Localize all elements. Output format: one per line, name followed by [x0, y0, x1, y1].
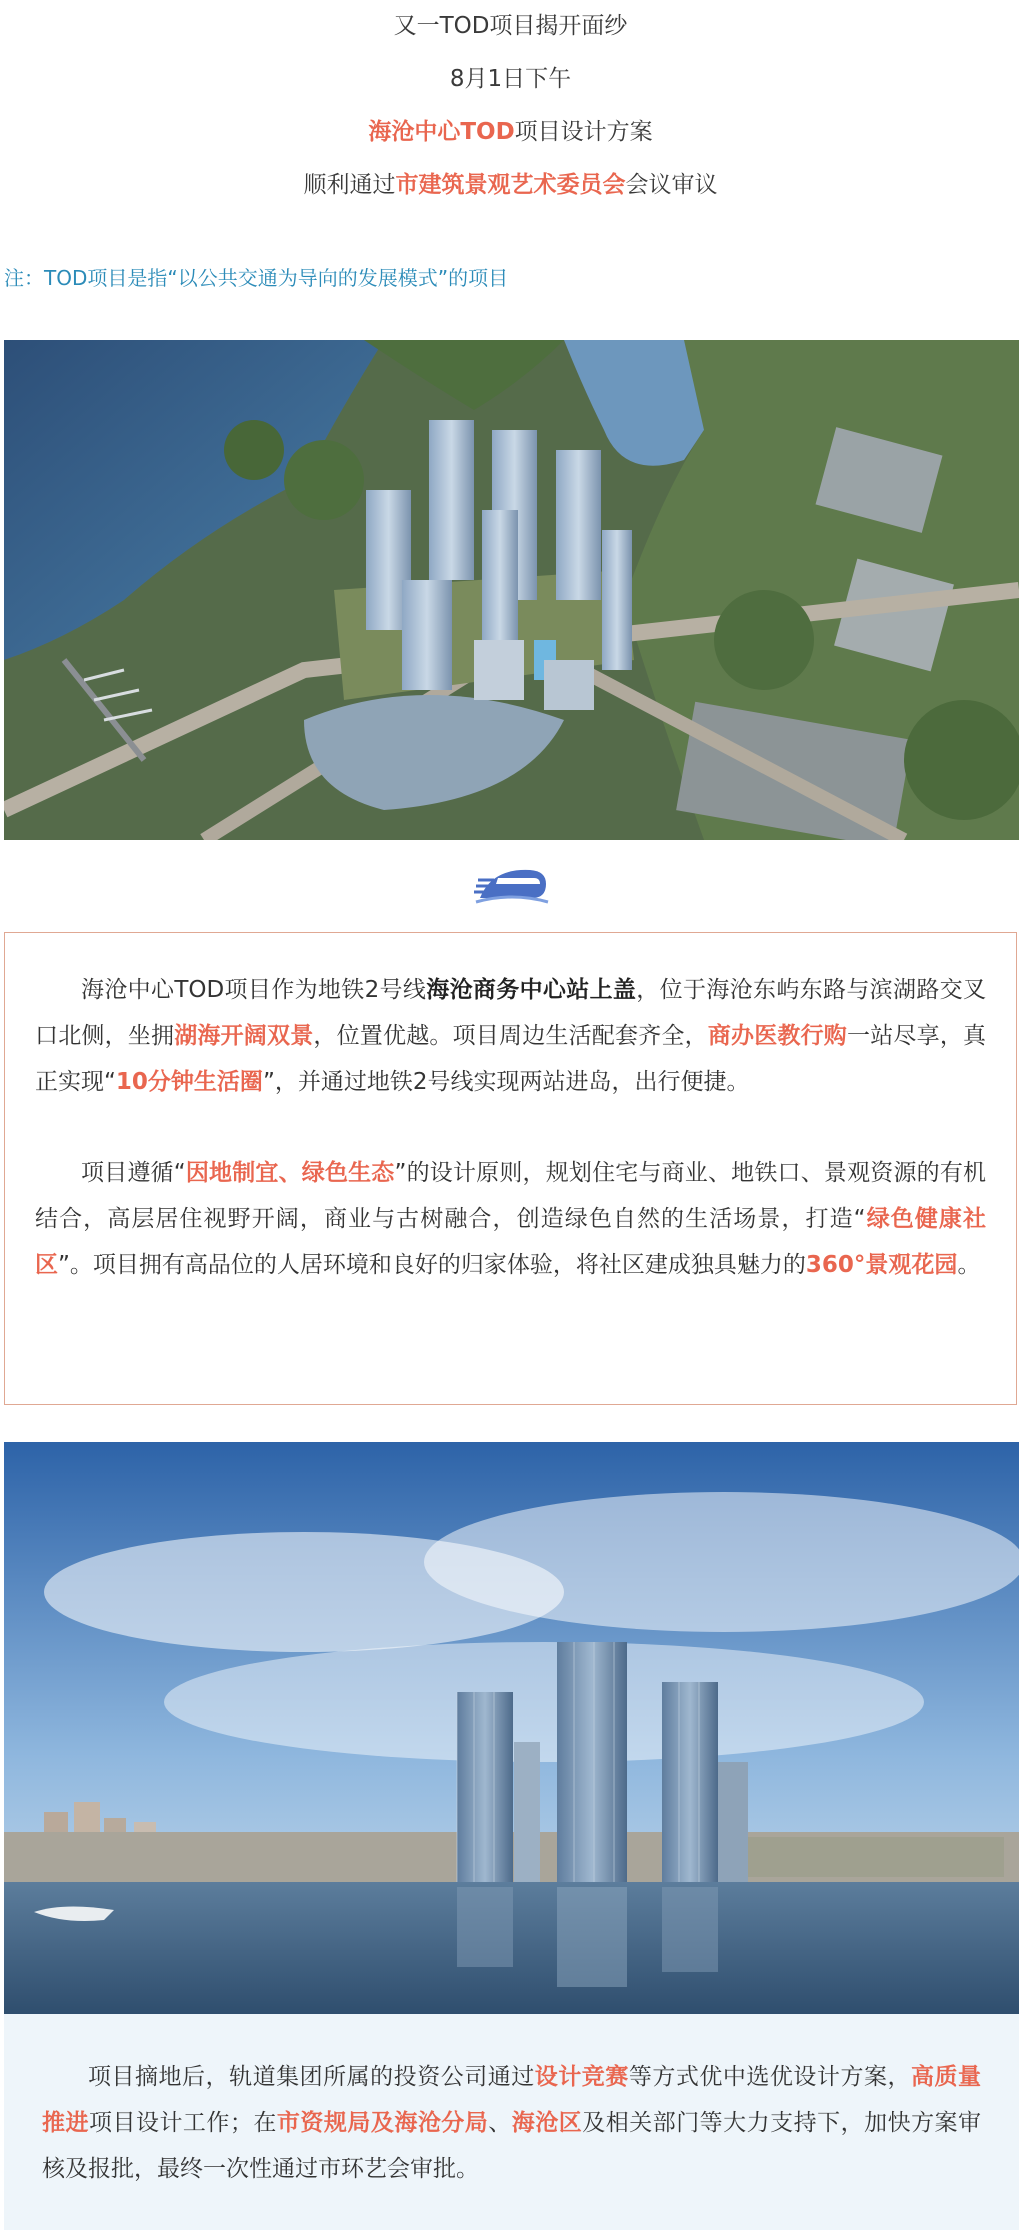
intro-block [0, 0, 1021, 212]
highlight-10min: 10分钟生活圈 [115, 1069, 263, 1095]
intro-line-2: 8月1日下午 [449, 66, 572, 92]
text-run: ，位置优越。项目周边生活配套齐全， [313, 1023, 708, 1049]
text-run: 项目遵循“ [81, 1160, 186, 1186]
text-run: 海沧中心TOD项目作为地铁2号线 [81, 977, 427, 1003]
highlight-360-garden: 360°景观花园 [805, 1252, 958, 1278]
text-run: ”。项目拥有高品位的人居环境和良好的归家体验，将社区建成独具魅力的 [58, 1252, 806, 1278]
approval-process-box [4, 2014, 1019, 2230]
intro-line-4-post: 会议审议 [625, 172, 718, 198]
text-run: 及相关部门等大力支持下，加快方案审核及报批，最终一次性通过市环艺会审批。 [42, 2110, 982, 2182]
project-name-highlight: 海沧中心TOD [368, 119, 515, 145]
text-run: ”，并通过地铁2号线实现两站进岛，出行便捷。 [262, 1069, 750, 1095]
skyline-rendering-image [4, 1442, 1019, 2014]
intro-line-4 [0, 159, 1021, 212]
text-run: 项目设计工作；在 [88, 2110, 277, 2136]
highlight-green-principle: 因地制宜、绿色生态 [185, 1160, 395, 1186]
text-run: ，位于海沧东屿东路与滨湖路交叉口北侧，坐拥 [35, 977, 987, 1049]
highlight-green-community: 绿色健康社区 [35, 1206, 987, 1278]
approval-paragraph [42, 2054, 981, 2192]
highlight-design-competition: 设计竞赛 [534, 2064, 629, 2090]
text-run: 。 [957, 1252, 981, 1278]
description-paragraph-2 [35, 1150, 986, 1288]
highlight-planning-bureau: 市资规局及海沧分局 [276, 2110, 489, 2136]
project-description-box [4, 932, 1017, 1405]
intro-line-1: 又一TOD项目揭开面纱 [393, 13, 628, 39]
highlight-high-quality: 高质量推进 [42, 2064, 982, 2136]
description-paragraph-1 [35, 967, 986, 1105]
committee-highlight: 市建筑景观艺术委员会 [395, 172, 626, 198]
intro-line-3-rest: 项目设计方案 [514, 119, 653, 145]
text-run: 、 [488, 2110, 512, 2136]
train-icon [472, 862, 552, 908]
text-run: 一站尽享，真正实现“ [35, 1023, 987, 1095]
tod-note: 注：TOD项目是指“以公共交通为导向的发展模式”的项目 [4, 266, 509, 290]
text-run: 项目摘地后，轨道集团所属的投资公司通过 [88, 2064, 535, 2090]
text-run: 等方式优中选优设计方案， [628, 2064, 911, 2090]
highlight-lake-sea: 湖海开阔双景 [174, 1023, 314, 1049]
station-name-bold: 海沧商务中心站上盖 [426, 977, 637, 1003]
text-run: ”的设计原则，规划住宅与商业、地铁口、景观资源的有机结合，高层居住视野开阔，商业与古树融合，创造绿色自然的生活场景，打造“ [35, 1160, 987, 1232]
highlight-amenities: 商办医教行购 [707, 1023, 848, 1049]
intro-line-4-pre: 顺利通过 [303, 172, 396, 198]
aerial-rendering-image [4, 340, 1019, 840]
highlight-haicang-district: 海沧区 [511, 2110, 583, 2136]
intro-line-3 [0, 106, 1021, 159]
